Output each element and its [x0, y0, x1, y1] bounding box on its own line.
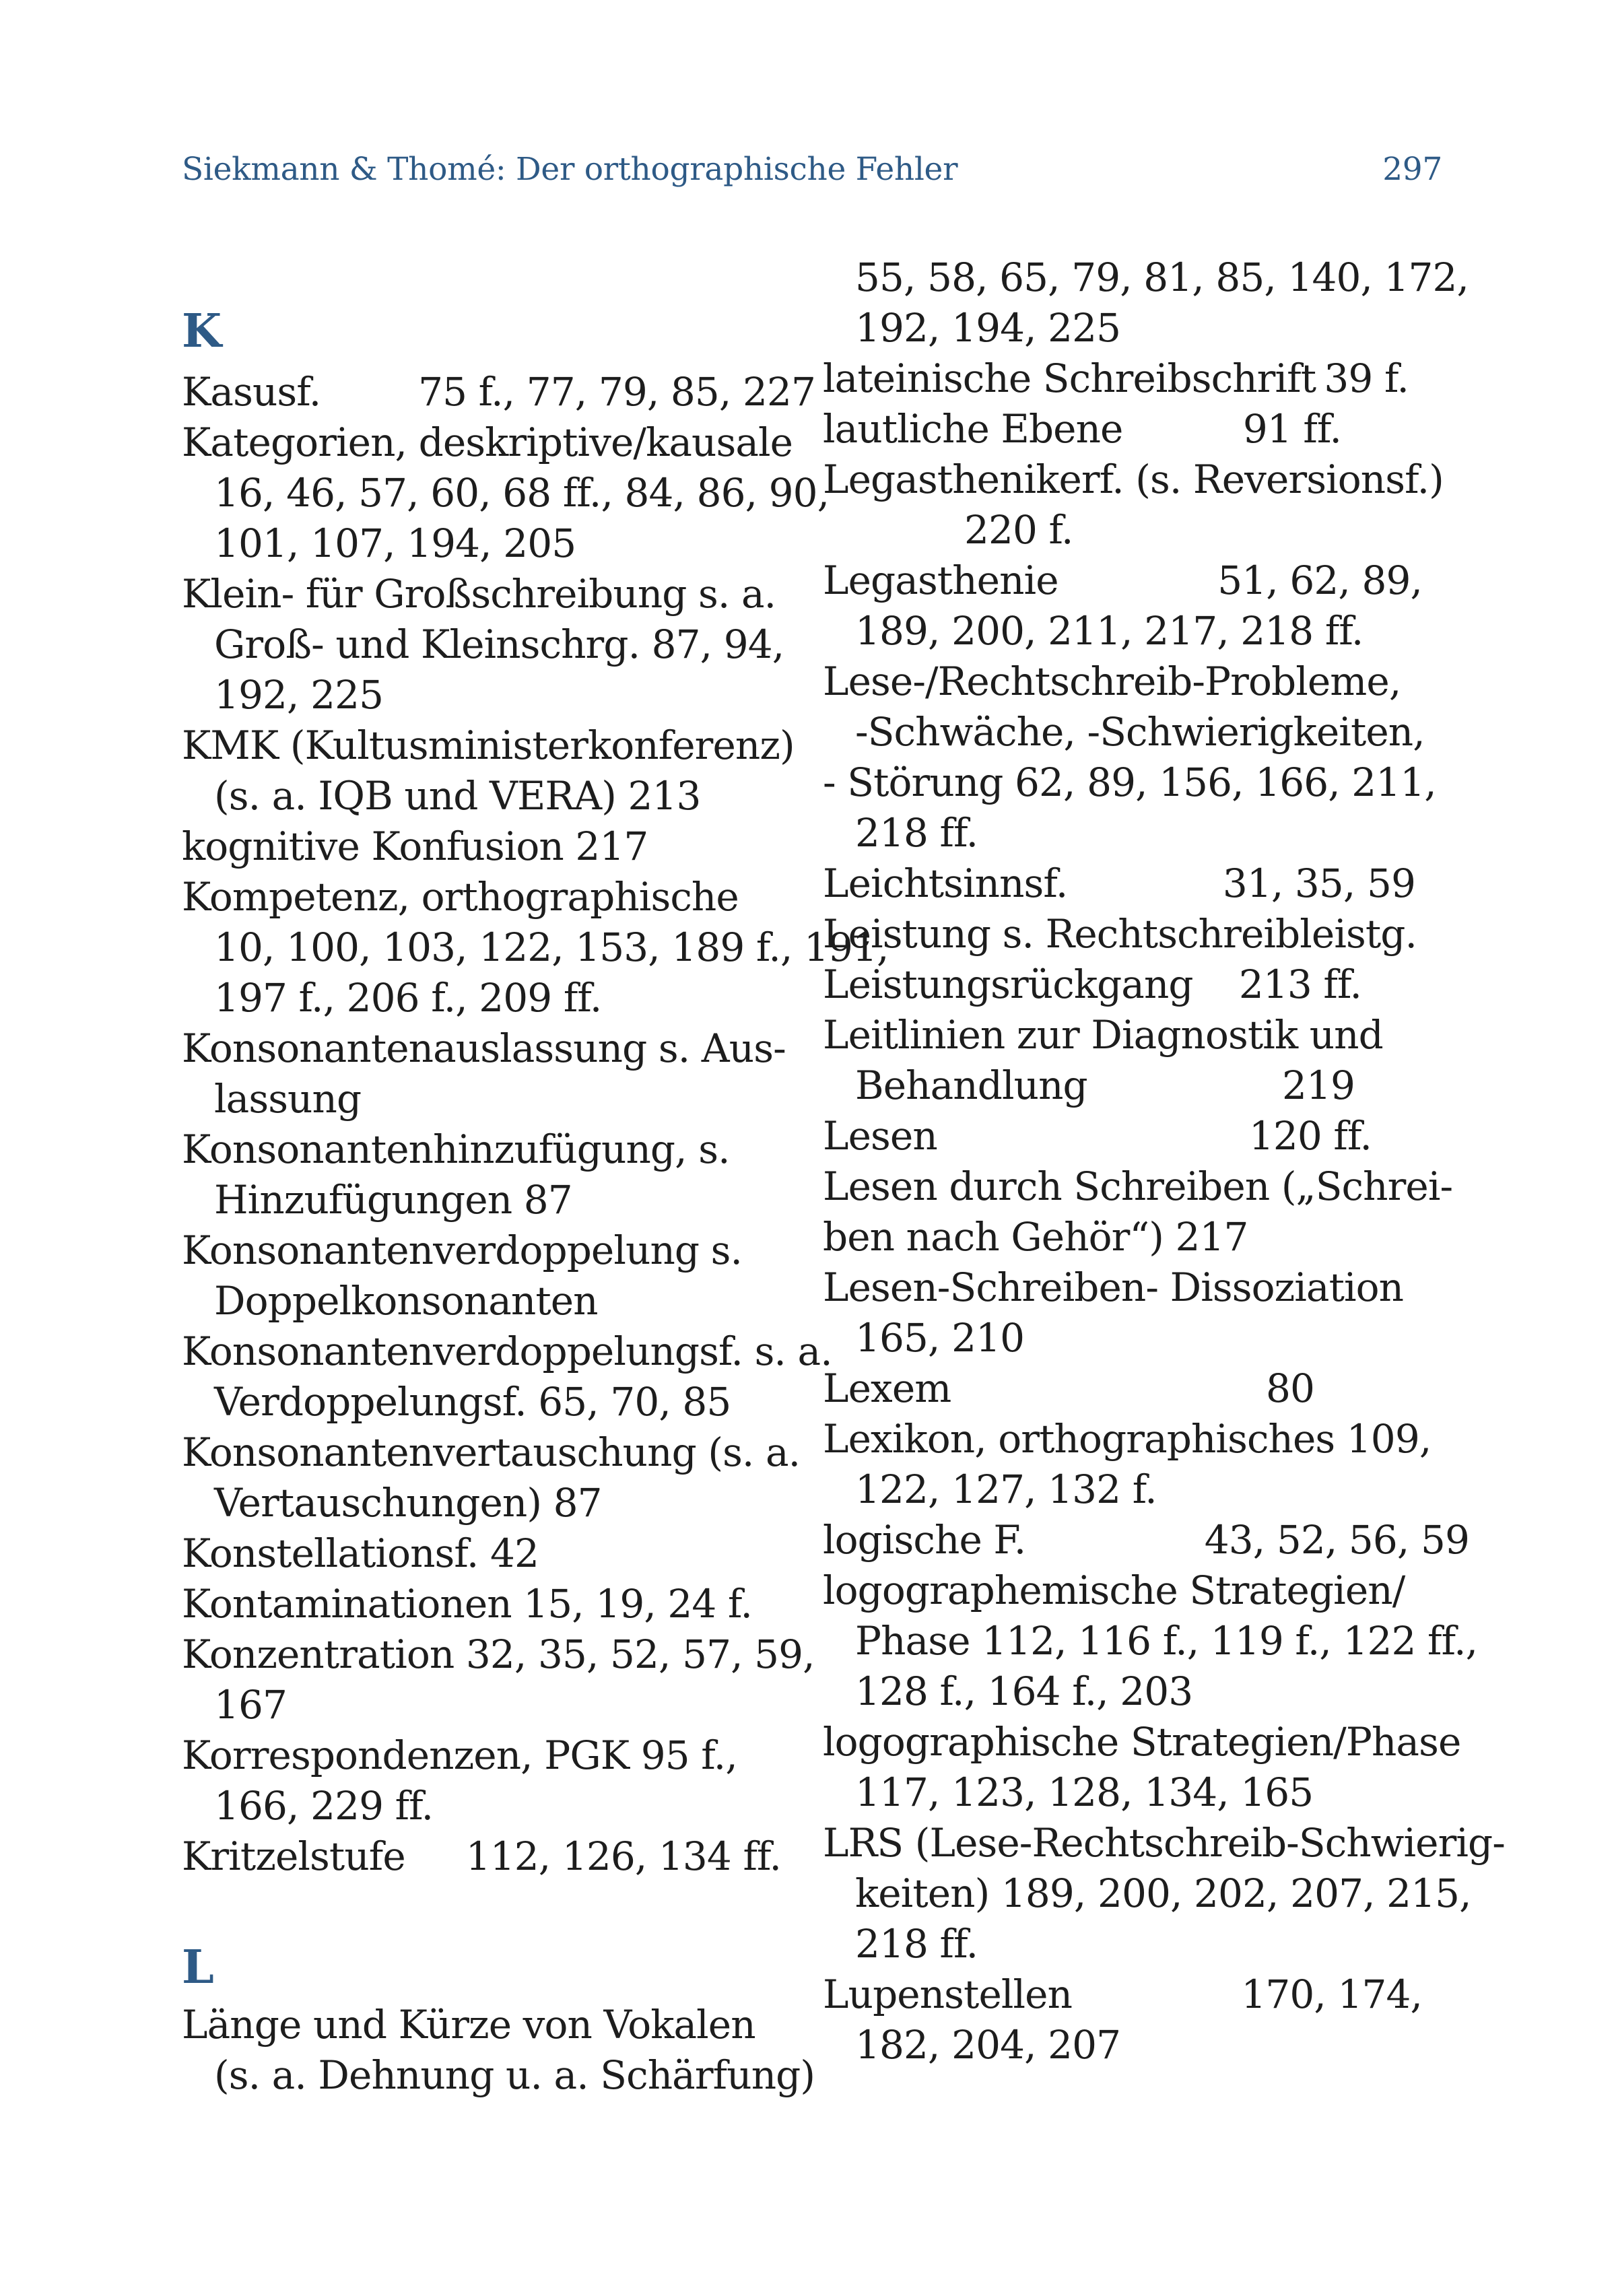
- index-entry: Korrespondenzen, PGK 95 f.,: [182, 1732, 737, 1778]
- index-entry-continued: (s. a. Dehnung u. a. Schärfung): [214, 2052, 815, 2098]
- index-entry-continued: 122, 127, 132 f.: [855, 1466, 1157, 1512]
- index-entry: [182, 367, 815, 417]
- entry-pages: 39 f.: [1324, 356, 1409, 401]
- index-entry: Konsonantenverdoppelung s.: [182, 1227, 743, 1273]
- entry-term: lateinische Schreibschrift: [823, 356, 1316, 401]
- index-entry: Konsonantenverdoppelungsf. s. a.: [182, 1328, 832, 1374]
- entry-term: Lesen: [823, 1113, 937, 1159]
- entry-term: Leistungsrückgang: [823, 961, 1193, 1007]
- entry-pages: 91 ff.: [1242, 406, 1341, 452]
- entry-pages: 43, 52, 56, 59: [1204, 1517, 1469, 1563]
- running-title: Siekmann & Thomé: Der orthographische Fehler: [182, 151, 958, 188]
- index-entry-continued: (s. a. IQB und VERA) 213: [214, 773, 701, 819]
- entry-term: logische F.: [823, 1517, 1026, 1563]
- index-entry: [182, 1831, 811, 1882]
- index-entry-continued: -Schwäche, -Schwierigkeiten,: [855, 709, 1425, 755]
- index-entry: Kategorien, deskriptive/kausale: [182, 419, 793, 465]
- entry-term: Kritzelstufe: [182, 1833, 405, 1879]
- entry-pages: 213 ff.: [1238, 961, 1361, 1007]
- section-letter-k: K: [182, 304, 222, 358]
- entry-pages: 80: [1265, 1365, 1314, 1411]
- index-entry-continued: Phase 112, 116 f., 119 f., 122 ff.,: [855, 1618, 1478, 1664]
- index-entry-continued: 166, 229 ff.: [214, 1783, 434, 1829]
- entry-pages: 112, 126, 134 ff.: [465, 1833, 782, 1879]
- index-entry: Länge und Kürze von Vokalen: [182, 2002, 755, 2048]
- index-entry-continued: 182, 204, 207: [855, 2022, 1121, 2068]
- index-entry: Konzentration 32, 35, 52, 57, 59,: [182, 1631, 815, 1677]
- index-entry-continued: keiten) 189, 200, 202, 207, 215,: [855, 1870, 1471, 1916]
- index-entry: [823, 858, 1415, 909]
- index-entry-continued: 55, 58, 65, 79, 81, 85, 140, 172,: [855, 255, 1469, 300]
- index-entry: Konsonantenhinzufügung, s.: [182, 1126, 730, 1172]
- index-entry: Klein- für Großschreibung s. a.: [182, 571, 776, 617]
- index-entry: Lesen durch Schreiben („Schrei-: [823, 1163, 1453, 1209]
- index-entry: Kompetenz, orthographische: [182, 874, 739, 920]
- index-entry-continued: Doppelkonsonanten: [214, 1278, 598, 1324]
- index-entry-continued: - Störung 62, 89, 156, 166, 211,: [823, 759, 1436, 805]
- entry-pages: 219: [1281, 1062, 1355, 1108]
- entry-pages: 120 ff.: [1248, 1113, 1372, 1159]
- index-entry-continued: Hinzufügungen 87: [214, 1177, 572, 1223]
- index-entry: Lese-/Rechtschreib-Probleme,: [823, 659, 1401, 704]
- index-entry-continued: 218 ff.: [855, 810, 978, 856]
- index-entry: Legasthenikerf. (s. Reversionsf.): [823, 457, 1444, 502]
- index-entry: Konsonantenauslassung s. Aus-: [182, 1025, 786, 1071]
- index-entry-continued: 117, 123, 128, 134, 165: [855, 1769, 1314, 1815]
- index-entry: [823, 1515, 1469, 1565]
- index-entry: Kontaminationen 15, 19, 24 f.: [182, 1581, 752, 1627]
- entry-term: Behandlung: [855, 1062, 1087, 1108]
- index-entry-continued: 167: [214, 1682, 288, 1728]
- index-entry-continued: 128 f., 164 f., 203: [855, 1668, 1193, 1714]
- index-entry: Konsonantenvertauschung (s. a.: [182, 1429, 801, 1475]
- index-entry-continued: 16, 46, 57, 60, 68 ff., 84, 86, 90,: [214, 470, 830, 516]
- entry-term: Lupenstellen: [823, 1971, 1073, 2017]
- index-entry-continued: Vertauschungen) 87: [214, 1480, 602, 1526]
- index-entry: Lesen-Schreiben- Dissoziation: [823, 1264, 1404, 1310]
- index-entry: [823, 1969, 1422, 2020]
- index-entry-continued: ben nach Gehör“) 217: [823, 1214, 1248, 1260]
- index-entry-continued: 197 f., 206 f., 209 ff.: [214, 975, 602, 1021]
- index-entry: KMK (Kultusministerkonferenz): [182, 722, 795, 768]
- entry-term: lautliche Ebene: [823, 406, 1123, 452]
- index-entry-continued: 220 f.: [964, 507, 1073, 553]
- entry-pages: 31, 35, 59: [1222, 860, 1415, 906]
- index-entry: Leistung s. Rechtschreibleistg.: [823, 911, 1417, 957]
- index-entry: Leitlinien zur Diagnostik und: [823, 1012, 1383, 1058]
- index-entry: [823, 1363, 1314, 1414]
- index-entry: kognitive Konfusion 217: [182, 823, 648, 869]
- index-entry-continued: [855, 1060, 1355, 1111]
- index-entry: Konstellationsf. 42: [182, 1530, 539, 1576]
- index-entry-continued: 192, 194, 225: [855, 305, 1121, 351]
- index-entry-continued: 165, 210: [855, 1315, 1025, 1361]
- index-entry-continued: 192, 225: [214, 672, 384, 718]
- entry-pages: 170, 174,: [1241, 1971, 1422, 2017]
- index-entry: LRS (Lese-Rechtschreib-Schwierig-: [823, 1820, 1505, 1866]
- index-entry: [823, 1111, 1372, 1161]
- entry-term: Leichtsinnsf.: [823, 860, 1068, 906]
- index-entry-continued: 101, 107, 194, 205: [214, 520, 576, 566]
- entry-pages: 75 f., 77, 79, 85, 227: [418, 369, 815, 415]
- running-header: [182, 151, 1442, 188]
- index-entry: logographische Strategien/Phase: [823, 1719, 1461, 1765]
- index-entry-continued: Verdoppelungsf. 65, 70, 85: [214, 1379, 731, 1425]
- index-entry: [823, 404, 1341, 454]
- index-entry: [823, 555, 1422, 606]
- index-entry-continued: 10, 100, 103, 122, 153, 189 f., 191,: [214, 924, 889, 970]
- section-letter-l: L: [182, 1940, 214, 1994]
- entry-term: Legasthenie: [823, 558, 1058, 603]
- index-entry-continued: 218 ff.: [855, 1921, 978, 1967]
- index-entry-continued: lassung: [214, 1076, 362, 1122]
- index-entry: logographemische Strategien/: [823, 1567, 1405, 1613]
- index-entry: [823, 959, 1361, 1010]
- entry-term: Kasusf.: [182, 369, 321, 415]
- index-entry-continued: Groß- und Kleinschrg. 87, 94,: [214, 621, 784, 667]
- index-entry-continued: 189, 200, 211, 217, 218 ff.: [855, 608, 1364, 654]
- index-entry: [823, 353, 1409, 404]
- index-entry: Lexikon, orthographisches 109,: [823, 1416, 1432, 1462]
- entry-pages: 51, 62, 89,: [1217, 558, 1422, 603]
- entry-term: Lexem: [823, 1365, 951, 1411]
- page-number: 297: [1382, 151, 1442, 188]
